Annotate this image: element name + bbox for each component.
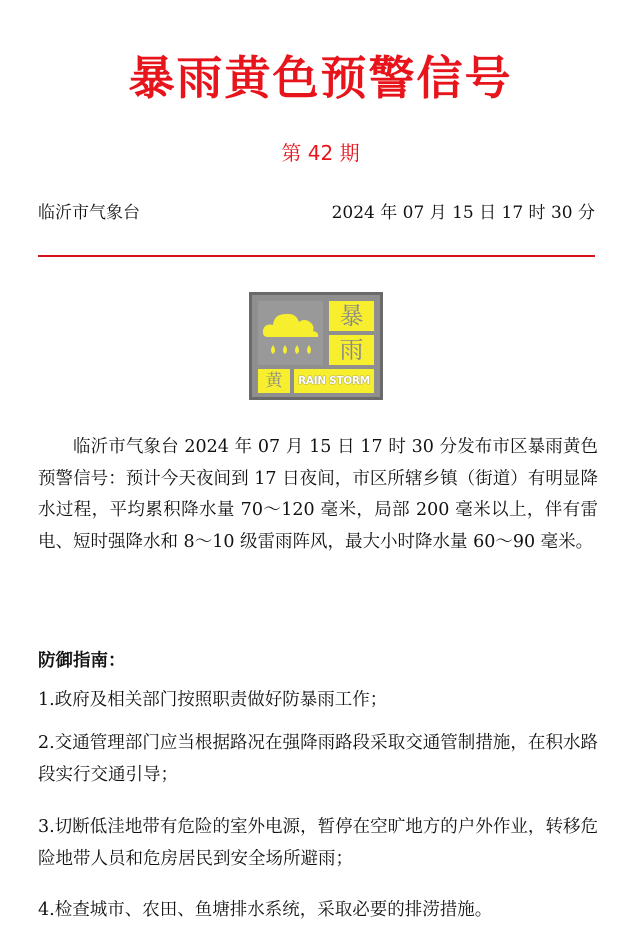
issue-datetime: 2024 年 07 月 15 日 17 时 30 分 xyxy=(331,203,595,223)
red-divider xyxy=(38,255,595,257)
cloud-rain-icon xyxy=(258,301,323,365)
guide-item: 2.交通管理部门应当根据路况在强降雨路段采取交通管制措施，在积水路段实行交通引导； xyxy=(38,733,598,785)
issuer-name: 临沂市气象台 xyxy=(38,203,140,223)
icon-level-char: 黄 xyxy=(258,369,290,393)
guide-item: 3.切断低洼地带有危险的室外电源，暂停在空旷地方的户外作业，转移危险地带人员和危房居民到安全场所避雨； xyxy=(38,817,598,869)
icon-english-label: RAIN STORM xyxy=(294,369,374,393)
icon-char-top: 暴 xyxy=(329,301,374,331)
warning-body: 临沂市气象台 2024 年 07 月 15 日 17 时 30 分发布市区暴雨黄色预警信号：预计今天夜间到 17 日夜间，市区所辖乡镇（街道）有明显降水过程，平均累积降水量 70～120 毫米，局部 200 毫米以上，伴有雷电、短时强降水和 8～10 级雷雨阵风，最大小时降水量 60～90 毫米。 xyxy=(38,437,598,552)
guide-item: 4.检查城市、农田、鱼塘排水系统，采取必要的排涝措施。 xyxy=(38,900,493,920)
guide-heading: 防御指南： xyxy=(38,651,126,671)
page-title: 暴雨黄色预警信号 xyxy=(128,51,513,105)
icon-char-bottom: 雨 xyxy=(329,335,374,365)
guide-item: 1.政府及相关部门按照职责做好防暴雨工作； xyxy=(38,690,388,710)
issue-number: 第 42 期 xyxy=(281,141,360,165)
rainstorm-yellow-warning-icon xyxy=(249,292,383,400)
